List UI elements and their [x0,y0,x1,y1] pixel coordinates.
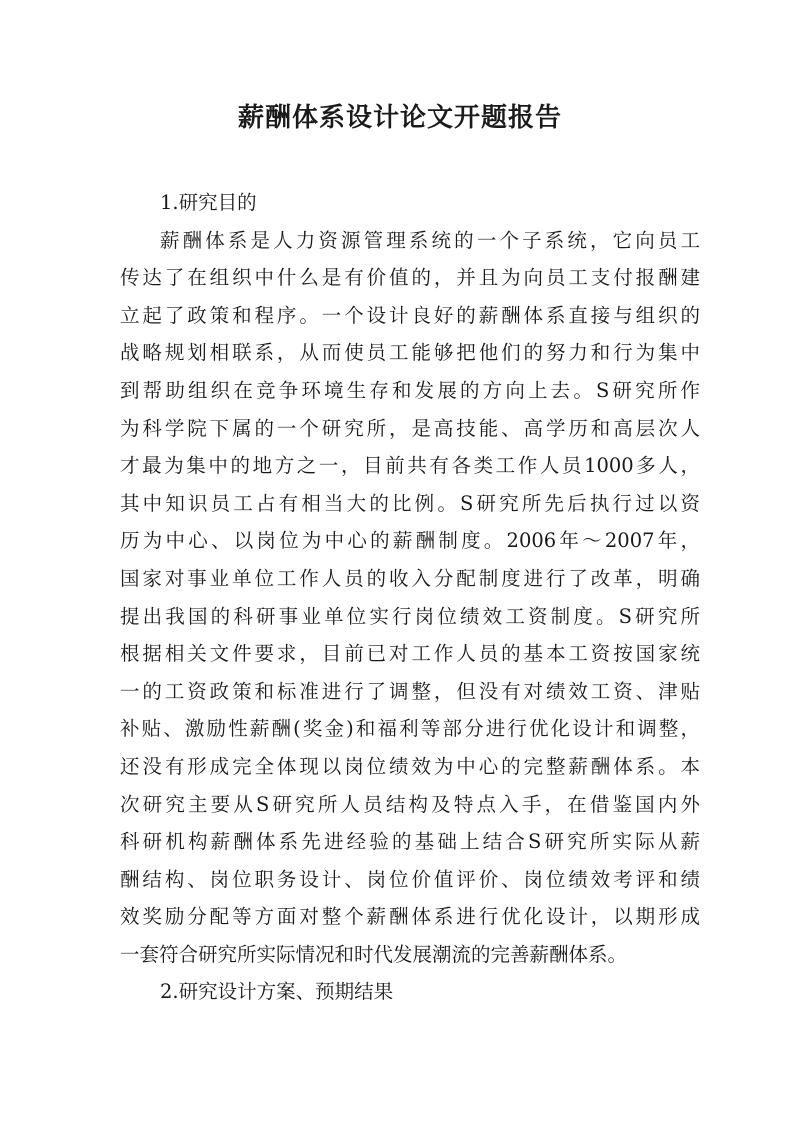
paragraph-line: 还没有形成完全体现以岗位绩效为中心的完整薪酬体系。本 [120,754,700,778]
paragraph-line: 历为中心、以岗位为中心的薪酬制度。2006年～2007年， [120,529,700,553]
section-heading-2: 2.研究设计方案、预期结果 [160,980,394,1004]
paragraph-line: 一套符合研究所实际情况和时代发展潮流的完善薪酬体系。 [120,942,628,966]
paragraph-line: 次研究主要从S研究所人员结构及特点入手，在借鉴国内外 [120,792,700,816]
paragraph-line: 其中知识员工占有相当大的比例。S研究所先后执行过以资 [120,491,700,515]
paragraph-line: 一的工资政策和标准进行了调整，但没有对绩效工资、津贴 [120,679,700,703]
document-title: 薪酬体系设计论文开题报告 [237,103,562,133]
paragraph-line: 酬结构、岗位职务设计、岗位价值评价、岗位绩效考评和绩 [120,867,700,891]
paragraph-line: 国家对事业单位工作人员的收入分配制度进行了改革，明确 [120,566,700,590]
paragraph-line: 薪酬体系是人力资源管理系统的一个子系统，它向员工 [160,228,700,252]
paragraph-line: 到帮助组织在竞争环境生存和发展的方向上去。S研究所作 [120,378,700,402]
paragraph-line: 传达了在组织中什么是有价值的，并且为向员工支付报酬建 [120,266,700,290]
paragraph-line: 为科学院下属的一个研究所，是高技能、高学历和高层次人 [120,416,700,440]
paragraph-line: 提出我国的科研事业单位实行岗位绩效工资制度。S研究所 [120,604,700,628]
section-heading-1: 1.研究目的 [160,191,257,214]
paragraph-line: 立起了政策和程序。一个设计良好的薪酬体系直接与组织的 [120,303,700,327]
document-body [120,184,700,1011]
paragraph-line: 补贴、激励性薪酬(奖金)和福利等部分进行优化设计和调整， [120,717,700,741]
paragraph-line: 战略规划相联系，从而使员工能够把他们的努力和行为集中 [120,341,700,365]
paragraph-line: 才最为集中的地方之一，目前共有各类工作人员1000多人， [120,454,700,478]
paragraph-line: 效奖励分配等方面对整个薪酬体系进行优化设计，以期形成 [120,905,700,929]
paragraph-line: 根据相关文件要求，目前已对工作人员的基本工资按国家统 [120,642,700,666]
paragraph-line: 科研机构薪酬体系先进经验的基础上结合S研究所实际从薪 [120,830,700,854]
